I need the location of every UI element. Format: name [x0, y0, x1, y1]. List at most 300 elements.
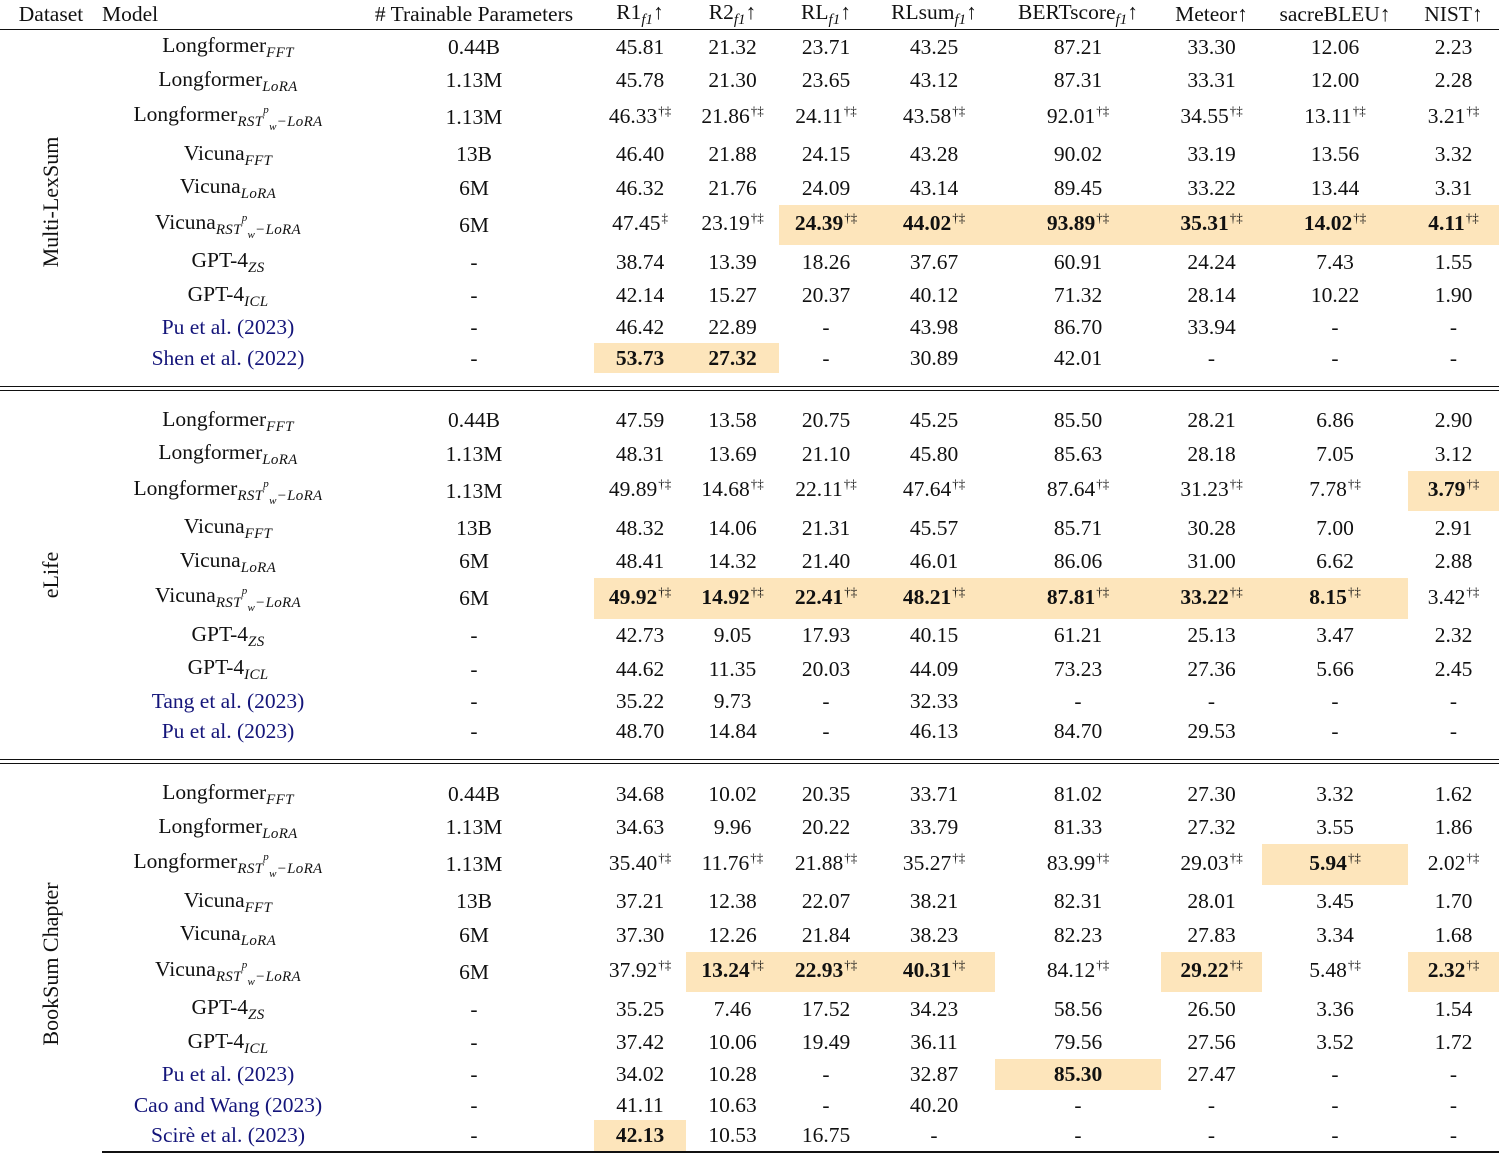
- significance-marker: †‡: [844, 583, 858, 599]
- significance-marker: †‡: [843, 102, 857, 118]
- column-header-label: sacreBLEU: [1279, 1, 1380, 26]
- metric-cell: [1262, 64, 1408, 98]
- table-row: [0, 138, 1499, 172]
- metric-value: 89.45: [1053, 175, 1103, 200]
- table-row: [0, 171, 1499, 205]
- metric-cell: [686, 471, 779, 512]
- metric-cell: [873, 64, 995, 98]
- metric-cell: [594, 1059, 686, 1090]
- metric-value: -: [1449, 315, 1458, 339]
- metric-cell: [594, 952, 686, 993]
- metric-cell: [779, 404, 873, 438]
- metric-value: 47.45: [612, 211, 661, 235]
- metric-cell: [873, 279, 995, 313]
- metric-value: 24.15: [801, 142, 851, 166]
- metric-value: 46.33: [608, 103, 658, 128]
- significance-marker: †‡: [1096, 583, 1110, 599]
- column-header: [1262, 0, 1408, 30]
- metric-cell: [1408, 404, 1499, 438]
- metric-value: 21.10: [801, 441, 851, 466]
- metric-cell: [873, 844, 995, 885]
- significance-marker: †‡: [1229, 957, 1243, 972]
- metric-value: 43.98: [909, 315, 959, 339]
- significance-marker: †‡: [952, 583, 966, 599]
- model-label: GPT-4: [187, 1028, 245, 1053]
- citation-link[interactable]: [102, 1120, 354, 1152]
- model-subscript: ZS: [248, 633, 265, 650]
- metric-value: -: [1449, 1062, 1458, 1086]
- metric-value: 82.23: [1053, 922, 1103, 947]
- significance-marker: †‡: [1466, 957, 1480, 972]
- group-separator: [0, 747, 1499, 778]
- metric-cell: [1262, 279, 1408, 313]
- column-header-label: Dataset: [18, 1, 84, 26]
- metric-cell: [1161, 619, 1262, 653]
- column-header: [0, 0, 102, 30]
- metric-value: 27.36: [1187, 656, 1236, 681]
- model-name: [102, 404, 354, 438]
- metric-value: 25.13: [1187, 623, 1236, 647]
- metric-cell: [594, 578, 686, 619]
- citation-link[interactable]: [102, 716, 354, 747]
- table-row: [0, 992, 1499, 1026]
- metric-value: 28.21: [1187, 408, 1236, 432]
- metric-value: 49.89: [608, 477, 658, 501]
- metric-value: 34.23: [909, 996, 959, 1021]
- model-name: [102, 992, 354, 1026]
- metric-cell: [1161, 30, 1262, 64]
- metric-cell: [1408, 686, 1499, 717]
- metric-value: 3.32: [1316, 781, 1354, 806]
- model-label: Vicuna: [179, 547, 241, 572]
- column-header-label: RLsum: [891, 0, 955, 24]
- table-row: [0, 30, 1499, 64]
- metric-cell: [686, 1120, 779, 1152]
- metric-value: 22.11: [795, 477, 843, 501]
- metric-cell: [686, 312, 779, 343]
- metric-cell: [1161, 686, 1262, 717]
- params-cell: 0.44B: [448, 34, 500, 59]
- metric-cell: [686, 205, 779, 246]
- model-subscript: LoRA: [240, 186, 277, 202]
- metric-cell: [686, 992, 779, 1026]
- metric-value: 61.21: [1053, 623, 1103, 647]
- params-cell: -: [470, 1030, 478, 1054]
- metric-cell: [594, 138, 686, 172]
- metric-cell: [779, 619, 873, 653]
- model-subscript: FFT: [266, 418, 294, 435]
- metric-value: 47.64: [902, 477, 952, 501]
- metric-cell: [686, 64, 779, 98]
- up-arrow-icon: ↑: [1127, 0, 1138, 24]
- metric-cell: [873, 404, 995, 438]
- metric-cell: [1262, 652, 1408, 686]
- metric-cell: [594, 404, 686, 438]
- metric-value: 26.50: [1187, 996, 1236, 1021]
- citation-link[interactable]: [102, 343, 354, 374]
- metric-value: 93.89: [1046, 211, 1096, 235]
- metric-cell: [1262, 578, 1408, 619]
- significance-marker: †‡: [1229, 583, 1243, 599]
- metric-cell: [594, 1090, 686, 1121]
- table-row: [0, 205, 1499, 246]
- significance-marker: †‡: [1096, 849, 1110, 865]
- significance-marker: †‡: [1096, 476, 1110, 491]
- metric-value: -: [822, 1062, 830, 1086]
- metric-value: 43.14: [909, 175, 959, 200]
- significance-marker: †‡: [658, 849, 672, 865]
- metric-value: 9.73: [713, 688, 752, 713]
- metric-value: 7.00: [1316, 515, 1354, 540]
- metric-cell: [779, 171, 873, 205]
- metric-cell: [1408, 992, 1499, 1026]
- metric-value: 83.99: [1046, 850, 1096, 875]
- metric-value: 5.48: [1309, 958, 1347, 982]
- metric-value: 32.33: [909, 688, 959, 713]
- metric-cell: [995, 279, 1161, 313]
- params-cell: -: [354, 1120, 594, 1152]
- metric-cell: [594, 918, 686, 952]
- params-cell: 1.13M: [445, 441, 503, 466]
- metric-value: -: [930, 1123, 938, 1147]
- metric-value: 48.70: [615, 719, 665, 743]
- table-row: [0, 312, 1499, 343]
- metric-value: 40.20: [909, 1092, 959, 1117]
- metric-value: 47.59: [615, 408, 665, 432]
- metric-value: 28.14: [1187, 283, 1236, 307]
- metric-value: -: [822, 1092, 830, 1117]
- metric-value: 42.01: [1053, 345, 1103, 370]
- model-name: [102, 777, 354, 811]
- metric-value: 27.47: [1187, 1062, 1236, 1086]
- significance-marker: †‡: [844, 849, 858, 865]
- metric-value: 22.93: [794, 958, 844, 982]
- params-cell: 1.13M: [445, 68, 503, 92]
- model-subscript: FFT: [244, 899, 273, 916]
- params-cell: -: [470, 345, 478, 370]
- metric-cell: [1262, 30, 1408, 64]
- metric-cell: [995, 686, 1161, 717]
- model-label: GPT-4: [187, 655, 245, 679]
- column-header-label: R1: [616, 0, 642, 24]
- metric-cell: [1408, 1026, 1499, 1060]
- metric-value: 22.07: [801, 889, 851, 913]
- metric-cell: [686, 545, 779, 579]
- metric-cell: [1262, 1026, 1408, 1060]
- metric-value: 81.02: [1053, 781, 1103, 806]
- metric-value: -: [1449, 345, 1458, 370]
- metric-cell: [779, 97, 873, 138]
- metric-value: -: [1449, 719, 1458, 743]
- metric-value: 1.90: [1434, 283, 1473, 307]
- metric-value: 27.83: [1187, 922, 1236, 947]
- metric-cell: [594, 279, 686, 313]
- model-subscript: FFT: [266, 45, 294, 61]
- metric-cell: [594, 171, 686, 205]
- metric-value: 41.11: [616, 1092, 664, 1117]
- metric-value: -: [1207, 1092, 1216, 1117]
- metric-value: 35.27: [902, 850, 952, 875]
- model-name: [102, 138, 354, 172]
- params-cell: 0.44B: [448, 781, 500, 806]
- model-label: Vicuna: [183, 514, 245, 538]
- model-name: [102, 652, 354, 686]
- params-cell: -: [470, 1092, 478, 1117]
- model-name: [102, 471, 354, 512]
- metric-value: 79.56: [1053, 1030, 1103, 1054]
- significance-marker: †‡: [1352, 102, 1366, 118]
- metric-cell: [1161, 511, 1262, 545]
- metric-cell: [686, 279, 779, 313]
- significance-marker: †‡: [750, 210, 764, 225]
- metric-cell: [873, 1120, 995, 1152]
- citation-link[interactable]: [102, 1059, 354, 1090]
- dataset-cell: [0, 30, 102, 374]
- metric-cell: [686, 437, 779, 471]
- model-name: [102, 885, 354, 919]
- metric-value: -: [1331, 315, 1339, 339]
- model-label: Longformer: [162, 406, 267, 431]
- metric-cell: [686, 652, 779, 686]
- model-name: [102, 171, 354, 205]
- metric-cell: [594, 992, 686, 1026]
- metric-cell: [594, 844, 686, 885]
- model-name: [102, 437, 354, 471]
- column-header: [1408, 0, 1499, 30]
- metric-value: 42.13: [615, 1123, 665, 1147]
- params-cell: 13B: [456, 889, 492, 913]
- table-row: [0, 64, 1499, 98]
- table-row: [0, 578, 1499, 619]
- model-label: Pu et al. (2023): [161, 719, 295, 743]
- metric-value: 22.41: [794, 584, 844, 609]
- table-row: [0, 511, 1499, 545]
- metric-cell: [779, 1059, 873, 1090]
- significance-marker: †‡: [1466, 476, 1480, 491]
- metric-cell: [1262, 1059, 1408, 1090]
- metric-value: 24.39: [794, 211, 844, 235]
- metric-value: 84.12: [1046, 958, 1096, 982]
- metric-value: 43.28: [909, 142, 959, 166]
- metric-value: 10.22: [1310, 283, 1360, 307]
- column-header: [873, 0, 995, 30]
- metric-value: 6.86: [1316, 408, 1354, 432]
- metric-cell: [1161, 312, 1262, 343]
- significance-marker: †‡: [844, 957, 858, 972]
- metric-cell: [873, 1059, 995, 1090]
- model-name: [102, 64, 354, 98]
- table-row: [0, 686, 1499, 717]
- metric-cell: [995, 885, 1161, 919]
- significance-marker: †‡: [750, 957, 764, 972]
- metric-cell: [1161, 777, 1262, 811]
- metric-cell: [1262, 138, 1408, 172]
- significance-marker: †‡: [658, 583, 672, 599]
- metric-cell: [1408, 171, 1499, 205]
- significance-marker: †‡: [1465, 210, 1479, 225]
- metric-cell: [594, 64, 686, 98]
- model-name: [102, 511, 354, 545]
- metric-cell: [1161, 545, 1262, 579]
- metric-value: 23.19: [701, 211, 750, 235]
- metric-value: -: [1449, 1123, 1458, 1147]
- metric-cell: [1262, 245, 1408, 279]
- params-cell: -: [470, 688, 478, 713]
- header-row: [0, 0, 1499, 30]
- metric-value: -: [822, 719, 830, 743]
- metric-cell: [873, 811, 995, 845]
- metric-cell: [779, 1120, 873, 1152]
- metric-cell: [1161, 171, 1262, 205]
- metric-cell: [873, 992, 995, 1026]
- table-row: [0, 1120, 1499, 1152]
- params-cell: 1.13M: [445, 852, 503, 876]
- table-row: [0, 844, 1499, 885]
- metric-value: 34.02: [615, 1062, 665, 1086]
- table-row: [0, 343, 1499, 374]
- metric-cell: [779, 686, 873, 717]
- params-cell: 1.13M: [445, 105, 503, 129]
- metric-value: 42.73: [615, 623, 665, 647]
- metric-value: 20.22: [801, 815, 851, 839]
- metric-cell: [873, 1090, 995, 1121]
- metric-cell: [995, 1090, 1161, 1121]
- params-cell: 6M: [459, 175, 489, 200]
- metric-value: 2.88: [1434, 549, 1473, 573]
- metric-cell: [1408, 716, 1499, 747]
- metric-cell: [1408, 545, 1499, 579]
- metric-value: 35.40: [608, 850, 658, 875]
- significance-marker: †‡: [1353, 210, 1367, 225]
- metric-cell: [686, 30, 779, 64]
- metric-cell: [995, 245, 1161, 279]
- model-subscript: RSTpw−LoRA: [237, 851, 323, 880]
- model-name: [102, 811, 354, 845]
- metric-value: -: [1449, 688, 1458, 713]
- params-cell: 6M: [459, 586, 489, 610]
- metric-cell: [686, 918, 779, 952]
- model-label: Vicuna: [155, 209, 216, 234]
- metric-value: 3.32: [1434, 142, 1473, 166]
- metric-value: 9.05: [713, 623, 752, 647]
- metric-value: 53.73: [615, 345, 665, 370]
- metric-cell: [1408, 138, 1499, 172]
- metric-value: 35.22: [615, 688, 665, 713]
- metric-cell: [873, 952, 995, 993]
- metric-value: 30.89: [909, 345, 959, 370]
- metric-cell: [594, 1120, 686, 1152]
- table-row: [0, 404, 1499, 438]
- model-label: Longformer: [158, 813, 263, 838]
- metric-value: 18.26: [801, 249, 851, 274]
- metric-cell: [1161, 844, 1262, 885]
- metric-cell: [686, 404, 779, 438]
- metric-cell: [686, 619, 779, 653]
- metric-cell: [873, 885, 995, 919]
- metric-value: 1.68: [1434, 922, 1473, 947]
- metric-value: 2.90: [1434, 408, 1473, 432]
- params-cell: -: [470, 656, 478, 681]
- metric-cell: [594, 471, 686, 512]
- metric-cell: [873, 686, 995, 717]
- metric-value: 3.31: [1434, 175, 1473, 200]
- significance-marker: †‡: [750, 849, 764, 865]
- model-name: [102, 578, 354, 619]
- model-label: GPT-4: [187, 281, 245, 306]
- metric-value: 14.02: [1303, 211, 1353, 235]
- metric-value: 14.92: [701, 584, 750, 609]
- metric-value: 29.53: [1187, 719, 1236, 743]
- metric-cell: [1408, 811, 1499, 845]
- metric-cell: [995, 97, 1161, 138]
- metric-cell: [594, 205, 686, 246]
- metric-value: 21.30: [708, 68, 757, 92]
- significance-marker: †‡: [658, 957, 672, 972]
- metric-value: 35.25: [615, 996, 665, 1021]
- metric-value: 43.25: [909, 34, 959, 59]
- metric-cell: [594, 30, 686, 64]
- metric-cell: [1262, 545, 1408, 579]
- metric-cell: [686, 844, 779, 885]
- params-cell: -: [470, 283, 478, 307]
- metric-value: 37.67: [909, 249, 959, 274]
- metric-cell: [594, 652, 686, 686]
- metric-value: 42.14: [615, 283, 665, 307]
- metric-value: 16.75: [801, 1123, 851, 1147]
- metric-value: 60.91: [1053, 249, 1103, 274]
- dataset-cell: [0, 404, 102, 747]
- metric-cell: [873, 312, 995, 343]
- metric-cell: [873, 619, 995, 653]
- metric-cell: [1161, 885, 1262, 919]
- metric-value: 35.31: [1180, 211, 1229, 235]
- metric-value: 22.89: [708, 315, 757, 339]
- metric-value: 43.12: [909, 68, 959, 92]
- metric-value: 33.79: [909, 815, 959, 839]
- model-label: Cao and Wang (2023): [133, 1092, 323, 1117]
- table-row: [0, 777, 1499, 811]
- metric-value: -: [1331, 1092, 1339, 1117]
- citation-link[interactable]: [102, 1090, 354, 1121]
- metric-value: 46.13: [909, 719, 959, 743]
- metric-value: -: [1331, 1062, 1339, 1086]
- metric-cell: [686, 716, 779, 747]
- metric-value: -: [1074, 688, 1082, 713]
- metric-cell: [1262, 343, 1408, 374]
- metric-cell: [686, 686, 779, 717]
- metric-cell: [1161, 1120, 1262, 1152]
- citation-link[interactable]: [102, 686, 354, 717]
- metric-value: 2.45: [1434, 656, 1473, 681]
- metric-cell: [686, 171, 779, 205]
- metric-cell: [995, 30, 1161, 64]
- metric-value: 87.21: [1053, 34, 1103, 59]
- metric-cell: [779, 811, 873, 845]
- column-header-label: Model: [102, 1, 159, 26]
- metric-cell: [873, 245, 995, 279]
- metric-value: 48.21: [902, 584, 952, 609]
- metric-cell: [1161, 578, 1262, 619]
- params-cell: -: [470, 719, 478, 743]
- significance-marker: †‡: [1229, 102, 1243, 118]
- metric-value: 23.65: [801, 68, 851, 92]
- params-cell: 13B: [456, 142, 492, 166]
- citation-link[interactable]: [102, 312, 354, 343]
- params-cell: -: [470, 315, 478, 339]
- metric-value: 7.78: [1309, 477, 1347, 501]
- model-label: Vicuna: [155, 583, 216, 607]
- metric-cell: [1408, 343, 1499, 374]
